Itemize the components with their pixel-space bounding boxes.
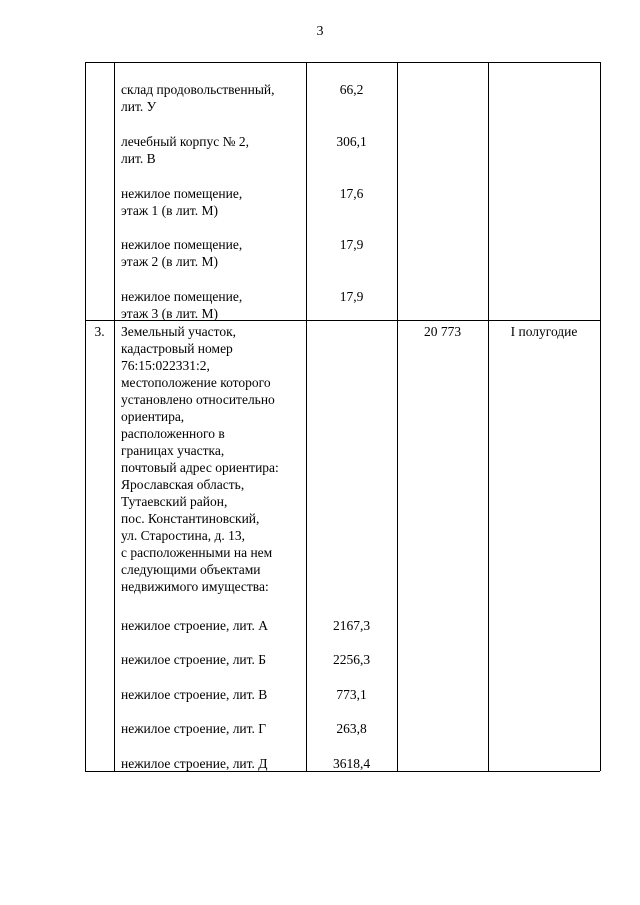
description-line: этаж 1 (в лит. М) [121, 203, 219, 218]
object-area: 17,9 [339, 237, 364, 252]
object-area: 17,9 [339, 289, 364, 304]
row-number: 3. [94, 324, 105, 339]
description-line: нежилое помещение, [121, 289, 243, 304]
description-line: почтовый адрес ориентира: [121, 460, 279, 475]
object-area: 773,1 [336, 687, 367, 702]
table-col-line [114, 62, 115, 771]
object-description: нежилое строение, лит. Г [121, 721, 267, 736]
description-line: этаж 2 (в лит. М) [121, 254, 219, 269]
table-col-line [488, 62, 489, 771]
table-border-top [85, 62, 600, 63]
object-description [121, 236, 242, 270]
description-line: пос. Константиновский, [121, 511, 260, 526]
page-number: 3 [316, 24, 324, 39]
object-description: нежилое строение, лит. Д [121, 756, 268, 771]
description-line: ориентира, [121, 409, 185, 424]
object-area: 263,8 [336, 721, 367, 736]
description-line: ул. Старостина, д. 13, [121, 528, 245, 543]
object-description: нежилое строение, лит. Б [121, 652, 267, 667]
description-line: границах участка, [121, 443, 225, 458]
object-area: 306,1 [336, 134, 367, 149]
description-line: нежилое помещение, [121, 186, 243, 201]
description-line: кадастровый номер [121, 341, 233, 356]
object-description [121, 288, 242, 322]
description-line: Тутаевский район, [121, 494, 228, 509]
description-line: местоположение которого [121, 375, 271, 390]
object-area: 3618,4 [332, 756, 371, 771]
row-price: 20 773 [423, 324, 462, 339]
description-line: следующими объектами [121, 562, 261, 577]
table-col-line [600, 62, 601, 771]
object-description [121, 81, 275, 115]
description-line: склад продовольственный, [121, 82, 275, 97]
description-line: Земельный участок, [121, 324, 237, 339]
table-col-line [397, 62, 398, 771]
description-line: лит. В [121, 151, 156, 166]
object-description [121, 133, 249, 167]
description-line: лит. У [121, 99, 157, 114]
object-area: 17,6 [339, 186, 364, 201]
description-line: расположенного в [121, 426, 225, 441]
object-description: нежилое строение, лит. В [121, 687, 268, 702]
description-line: с расположенными на нем [121, 545, 273, 560]
description-line: лечебный корпус № 2, [121, 134, 250, 149]
object-area: 2167,3 [332, 618, 371, 633]
description-line: недвижимого имущества: [121, 579, 269, 594]
description-line: установлено относительно [121, 392, 275, 407]
table-col-line [85, 62, 86, 771]
land-plot-description [121, 323, 279, 595]
object-area: 66,2 [339, 82, 364, 97]
description-line: нежилое помещение, [121, 237, 243, 252]
object-description [121, 185, 242, 219]
description-line: Ярославская область, [121, 477, 245, 492]
description-line: 76:15:022331:2, [121, 358, 210, 373]
description-line: этаж 3 (в лит. М) [121, 306, 219, 321]
row-period: I полугодие [510, 324, 578, 339]
object-description: нежилое строение, лит. А [121, 618, 269, 633]
object-area: 2256,3 [332, 652, 371, 667]
